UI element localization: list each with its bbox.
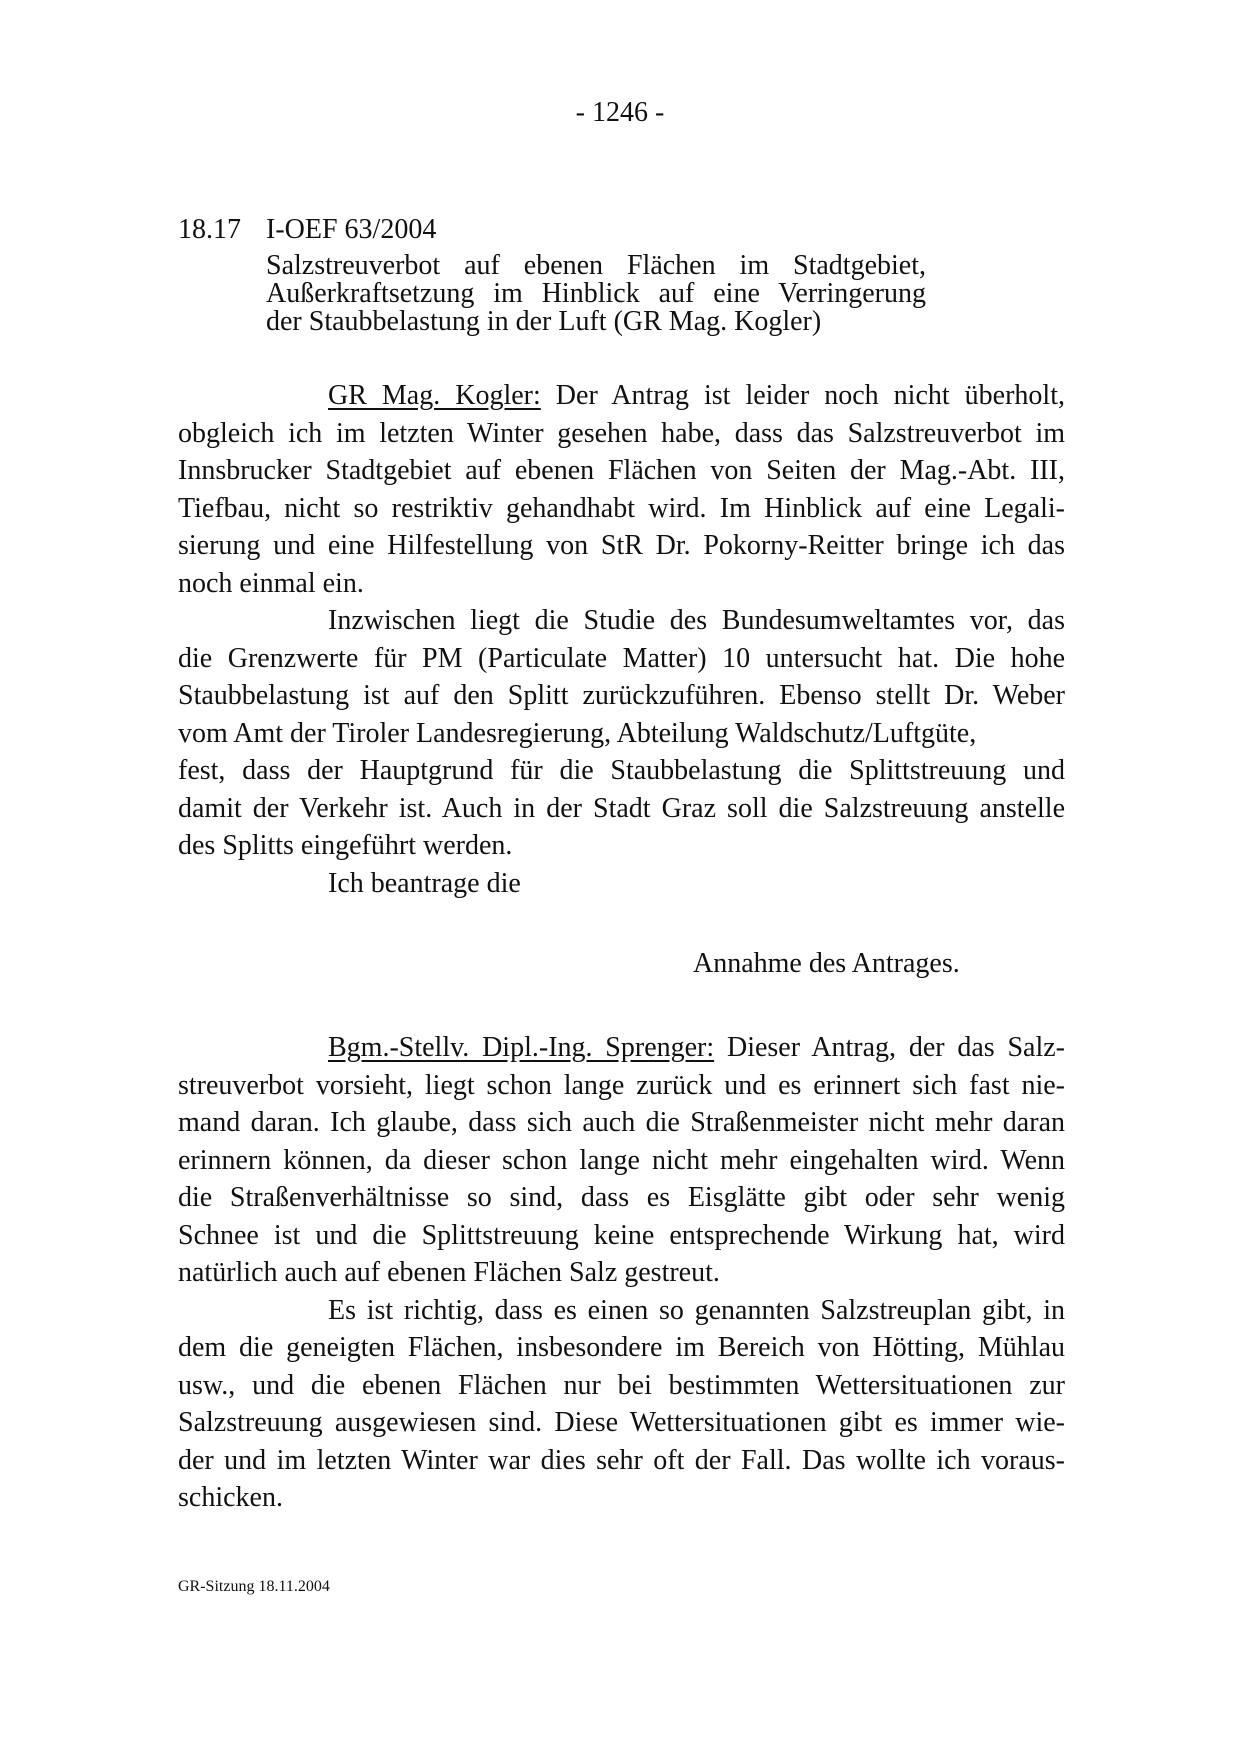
text-line: Inzwischen liegt die Studie des Bundesumweltamtes vor, das — [328, 605, 1065, 636]
motion-text: Annahme des Antrages. — [693, 948, 960, 979]
text-line: vom Amt der Tiroler Landesregierung, Abteilung Waldschutz/Luftgüte, — [178, 717, 977, 749]
subject-line: der Staubbelastung in der Luft (GR Mag. Kogler) — [266, 306, 822, 337]
text-line: die Grenzwerte für PM (Particulate Matter) 10 untersucht hat. Die hohe — [178, 642, 1065, 674]
text-line: Tiefbau, nicht so restriktiv gehandhabt wird. Im Hinblick auf eine Legali- — [178, 492, 1065, 524]
text-line: schicken. — [178, 1482, 283, 1513]
text-line: usw., und die ebenen Flächen nur bei bestimmten Wettersituationen zur — [178, 1369, 1065, 1401]
text-line: fest, dass der Hauptgrund für die Staubbelastung die Splittstreuung und — [178, 755, 1065, 786]
text-line: Dieser Antrag, der das Salz- — [726, 1032, 1066, 1063]
text-line: Es ist richtig, dass es einen so genannten Salzstreuplan gibt, in — [328, 1294, 1065, 1326]
agenda-item-number: 18.17 — [178, 214, 241, 245]
footer-session-date: GR-Sitzung 18.11.2004 — [178, 1578, 330, 1595]
paragraph — [178, 602, 1065, 865]
text-line: Innsbrucker Stadtgebiet auf ebenen Flächen von Seiten der Mag.-Abt. III, — [178, 455, 1065, 486]
text-line: Staubbelastung ist auf den Splitt zurückzuführen. Ebenso stellt Dr. Weber — [178, 680, 1065, 711]
text-line: erinnern können, da dieser schon lange nicht mehr eingehalten wird. Wenn — [178, 1144, 1065, 1176]
speaker-name: GR Mag. Kogler: — [328, 380, 541, 411]
text-line: obgleich ich im letzten Winter gesehen habe, dass das Salzstreuverbot im — [178, 417, 1065, 449]
text-line: noch einmal ein. — [178, 567, 364, 599]
paragraph — [178, 865, 1065, 903]
subject-line: Außerkraftsetzung im Hinblick auf eine Verringerung — [266, 278, 926, 309]
paragraph — [178, 1292, 1065, 1517]
subject-line: Salzstreuverbot auf ebenen Flächen im Stadtgebiet, — [266, 250, 926, 281]
paragraph — [178, 1029, 1065, 1292]
text-line: Der Antrag ist leider noch nicht überholt, — [555, 380, 1065, 411]
text-line: der und im letzten Winter war dies sehr oft der Fall. Das wollte ich voraus- — [178, 1444, 1065, 1476]
text-line: natürlich auch auf ebenen Flächen Salz gestreut. — [178, 1257, 720, 1288]
text-line: mand daran. Ich glaube, dass sich auch die Straßenmeister nicht mehr daran — [178, 1107, 1065, 1138]
sprenger-statement — [178, 1029, 1065, 1517]
text-line: streuverbot vorsieht, liegt schon lange zurück und es erinnert sich fast nie- — [178, 1069, 1065, 1101]
page-number: - 1246 - — [575, 97, 665, 128]
agenda-item-subject — [266, 252, 926, 336]
speaker-name: Bgm.-Stellv. Dipl.-Ing. Sprenger: — [328, 1032, 715, 1063]
text-line: damit der Verkehr ist. Auch in der Stadt Graz soll die Salzstreuung anstelle — [178, 792, 1065, 824]
text-line: Ich beantrage die — [328, 867, 521, 899]
text-line: des Splitts eingeführt werden. — [178, 830, 513, 861]
agenda-item-reference: I-OEF 63/2004 — [266, 214, 437, 245]
text-line: dem die geneigten Flächen, insbesondere im Bereich von Hötting, Mühlau — [178, 1332, 1065, 1363]
text-line: die Straßenverhältnisse so sind, dass es Eisglätte gibt oder sehr wenig — [178, 1182, 1065, 1213]
paragraph — [178, 377, 1065, 602]
agenda-item-heading — [178, 212, 436, 248]
text-line: Schnee ist und die Splittstreuung keine entsprechende Wirkung hat, wird — [178, 1219, 1065, 1251]
text-line: Salzstreuung ausgewiesen sind. Diese Wettersituationen gibt es immer wie- — [178, 1407, 1065, 1438]
text-line: sierung und eine Hilfestellung von StR Dr. Pokorny-Reitter bringe ich das — [178, 530, 1065, 561]
kogler-statement — [178, 377, 1065, 902]
